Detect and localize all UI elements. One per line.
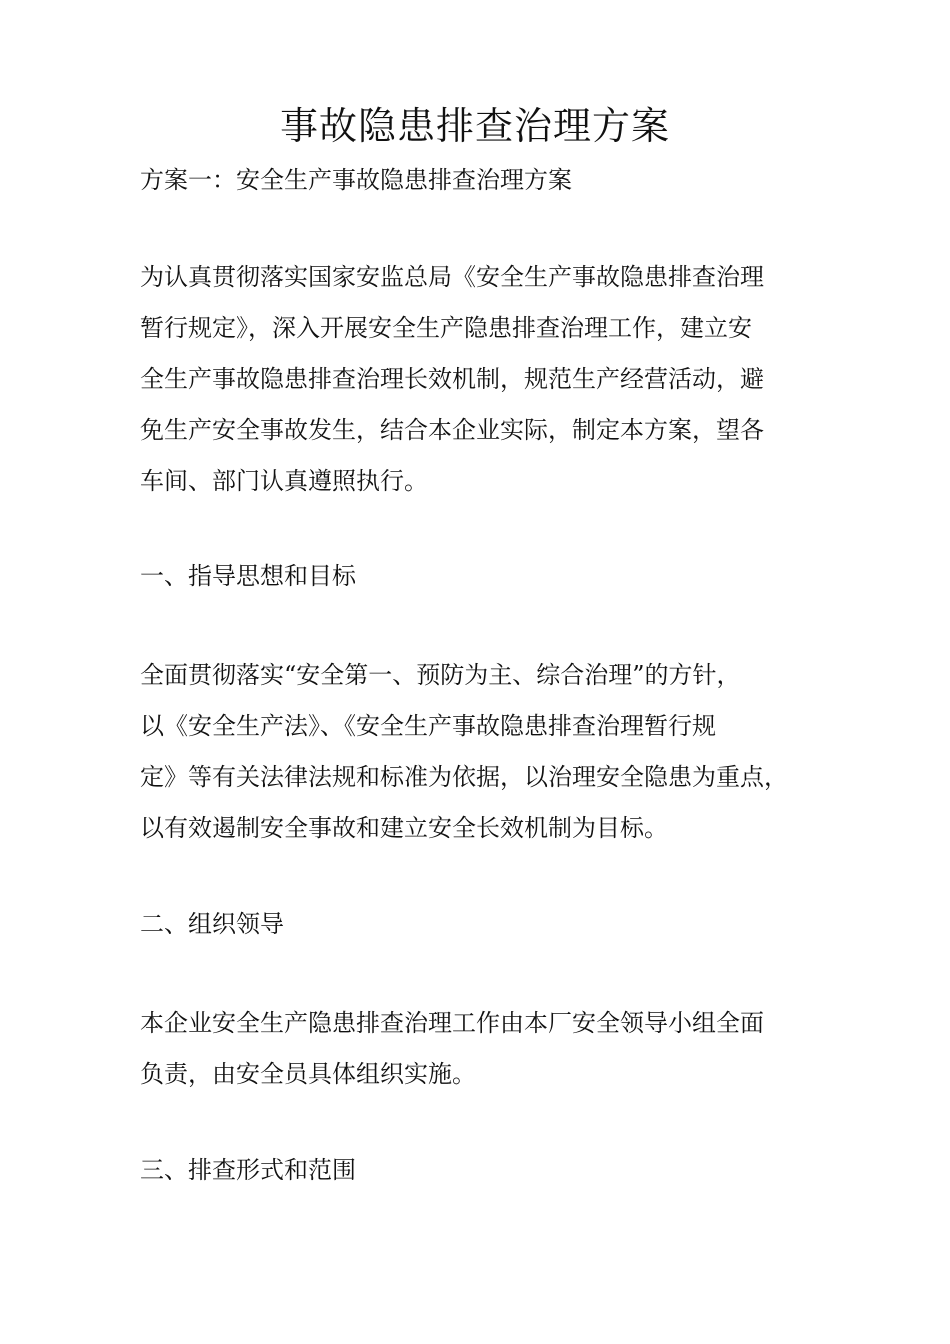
paragraph-line: 免生产安全事故发生，结合本企业实际，制定本方案，望各 xyxy=(140,416,764,444)
paragraph-line: 暂行规定》，深入开展安全生产隐患排查治理工作，建立安 xyxy=(140,314,752,342)
paragraph-line: 车间、部门认真遵照执行。 xyxy=(140,467,428,495)
document-title: 事故隐患排查治理方案 xyxy=(279,104,670,148)
paragraph-line: 以《安全生产法》、《安全生产事故隐患排查治理暂行规 xyxy=(140,712,716,740)
section-paragraph-guiding-ideology xyxy=(140,650,830,854)
section-heading-organization: 二、组织领导 xyxy=(140,910,284,938)
paragraph-line: 全生产事故隐患排查治理长效机制，规范生产经营活动，避 xyxy=(140,365,764,393)
section-heading-guiding-ideology: 一、指导思想和目标 xyxy=(140,562,356,590)
paragraph-line: 为认真贯彻落实国家安监总局《安全生产事故隐患排查治理 xyxy=(140,263,764,291)
paragraph-line: 以有效遏制安全事故和建立安全长效机制为目标。 xyxy=(140,814,668,842)
paragraph-line: 定》等有关法律法规和标准为依据，以治理安全隐患为重点， xyxy=(140,763,788,791)
paragraph-line: 负责，由安全员具体组织实施。 xyxy=(140,1060,476,1088)
paragraph-line: 全面贯彻落实“安全第一、预防为主、综合治理”的方针， xyxy=(140,661,741,689)
section-heading-inspection-scope: 三、排查形式和范围 xyxy=(140,1156,356,1184)
intro-paragraph xyxy=(140,252,830,507)
section-paragraph-organization xyxy=(140,998,830,1100)
document-subtitle: 方案一：安全生产事故隐患排查治理方案 xyxy=(140,166,572,194)
paragraph-line: 本企业安全生产隐患排查治理工作由本厂安全领导小组全面 xyxy=(140,1009,764,1037)
